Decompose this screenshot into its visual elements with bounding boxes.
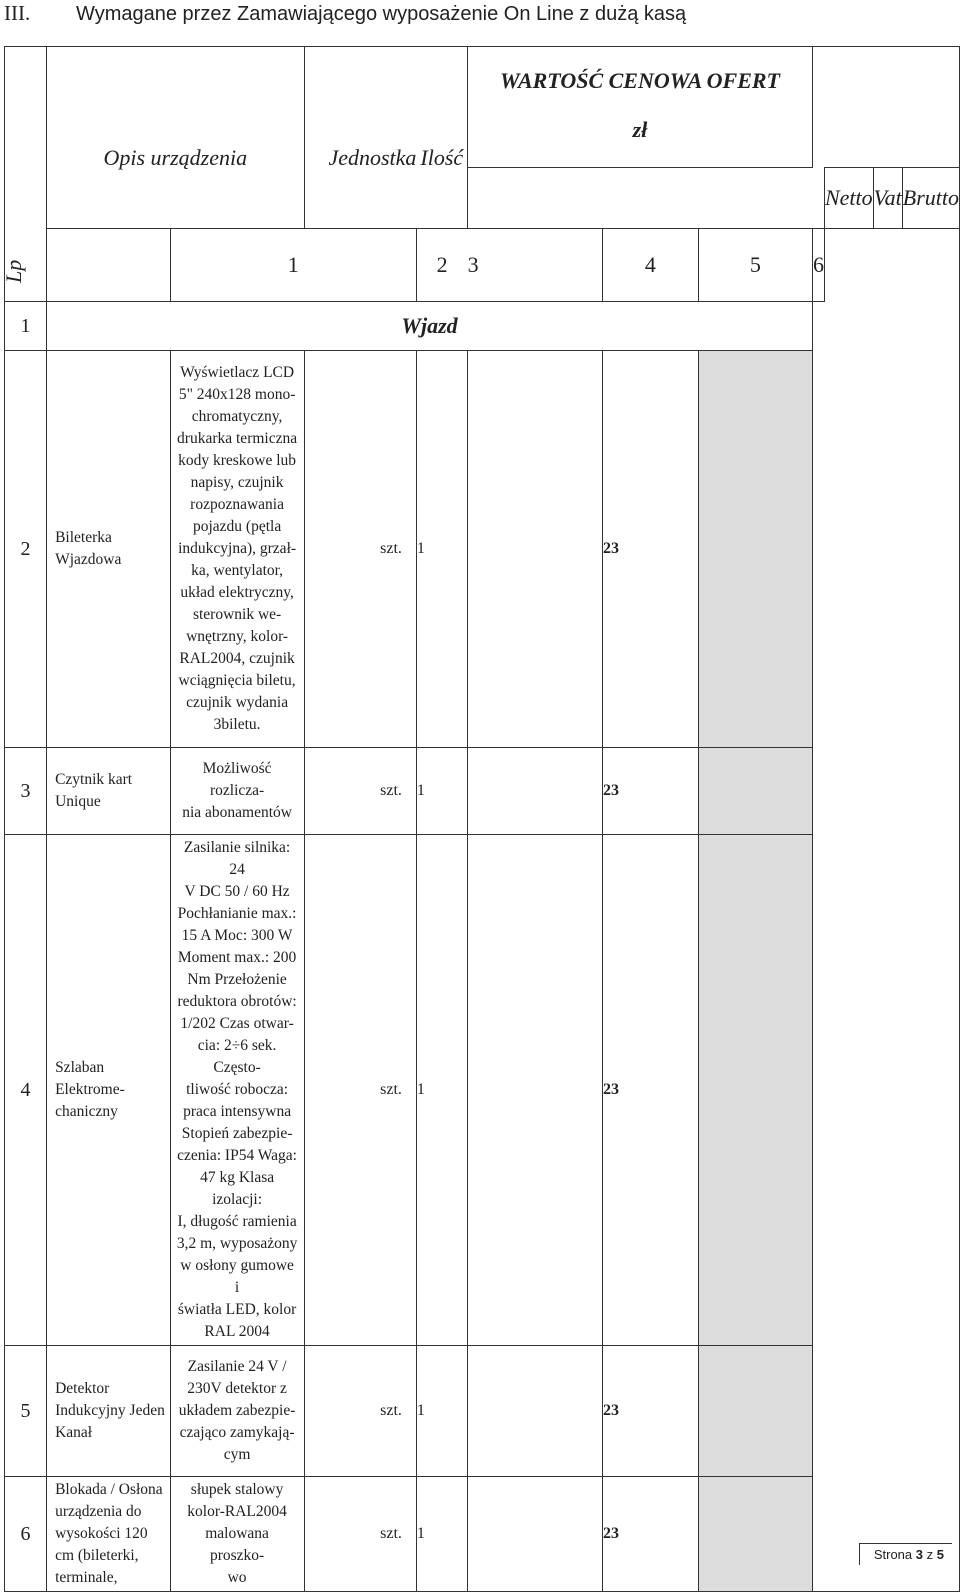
row-unit: szt. — [304, 748, 416, 835]
row-vat: 23 — [602, 351, 698, 748]
row-vat: 23 — [602, 1346, 698, 1477]
row-netto — [468, 1477, 603, 1592]
footer-page-total: 5 — [936, 1547, 944, 1562]
col-num-2: 2 — [416, 229, 467, 302]
row-lp: 5 — [5, 1346, 47, 1477]
row-brutto — [698, 1346, 812, 1477]
row-description: Wyświetlacz LCD 5" 240x128 mono- chromatyczny, drukarka termiczna kody kreskowe lub napisy, czujnik rozpoznawania pojazdu (pętla indukcyjna), grzał- ka, wentylator, układ elektryczny, sterownik we- wnętrzny, kolor- RAL2004, czujnik wciągnięcia biletu, czujnik wydania 3biletu. — [170, 351, 304, 748]
section-lp: 1 — [5, 302, 47, 351]
section-number: III. — [4, 1, 31, 25]
row-description: słupek stalowy kolor-RAL2004 malowana proszko- wo — [170, 1477, 304, 1592]
row-lp: 4 — [5, 835, 47, 1346]
row-netto — [468, 351, 603, 748]
column-number-row — [5, 229, 960, 302]
row-quantity: 1 — [416, 835, 467, 1346]
row-quantity: 1 — [416, 1477, 467, 1592]
equipment-table — [1, 46, 960, 1592]
row-unit: szt. — [304, 1346, 416, 1477]
row-lp: 2 — [5, 351, 47, 748]
row-netto — [468, 748, 603, 835]
row-name: Czytnik kart Unique — [47, 748, 171, 835]
row-netto — [468, 1346, 603, 1477]
col-num-3: 3 — [468, 229, 603, 302]
table-row — [5, 351, 960, 748]
col-num-5: 5 — [698, 229, 812, 302]
header-subrow-blank — [468, 168, 825, 229]
section-label: Wjazd — [47, 302, 813, 351]
header-quantity: Ilość — [416, 47, 467, 229]
header-row — [5, 47, 960, 168]
row-vat: 23 — [602, 1477, 698, 1592]
header-brutto: Brutto — [902, 168, 959, 229]
footer-of: z — [926, 1547, 934, 1562]
page-footer — [859, 1543, 952, 1565]
header-lp: Lp — [5, 47, 47, 302]
footer-page-number: 3 — [915, 1547, 924, 1562]
table-row — [5, 835, 960, 1346]
row-unit: szt. — [304, 351, 416, 748]
header-unit: Jednostka — [304, 47, 416, 229]
row-name: Blokada / Osłona urządzenia do wysokości 120 cm (bileterki, terminale, — [47, 1477, 171, 1592]
row-vat: 23 — [602, 748, 698, 835]
footer-page-label: Strona — [873, 1547, 913, 1562]
header-price-title: WARTOŚĆ CENOWA OFERT — [500, 68, 780, 93]
col-num-1: 1 — [170, 229, 416, 302]
row-brutto — [698, 351, 812, 748]
header-netto: Netto — [824, 168, 873, 229]
header-description: Opis urządzenia — [47, 47, 305, 229]
row-quantity: 1 — [416, 351, 467, 748]
row-brutto — [698, 1477, 812, 1592]
section-heading — [4, 0, 944, 28]
lp-continuation — [47, 229, 171, 302]
row-netto — [468, 835, 603, 1346]
table-row — [5, 1346, 960, 1477]
row-description: Zasilanie silnika: 24 V DC 50 / 60 Hz Pochłanianie max.: 15 A Moc: 300 W Moment max.: 200 Nm Przełożenie reduktora obrotów: 1/202 Czas otwar- cia: 2÷6 sek. Często- tliwość robocza: praca intensywna Stopień zabezpie- czenia: IP54 Waga: 47 kg Klasa izolacji: I, długość ramienia 3,2 m, wyposażony w osłony gumowe i światła LED, kolor RAL 2004 — [170, 835, 304, 1346]
row-name: Szlaban Elektrome-chaniczny — [47, 835, 171, 1346]
row-quantity: 1 — [416, 1346, 467, 1477]
col-num-4: 4 — [602, 229, 698, 302]
row-vat: 23 — [602, 835, 698, 1346]
header-currency: zł — [632, 117, 648, 142]
section-title: Wymagane przez Zamawiającego wyposażenie On Line z dużą kasą — [76, 3, 687, 25]
row-description: Możliwość rozlicza- nia abonamentów — [170, 748, 304, 835]
row-description: Zasilanie 24 V / 230V detektor z układem zabezpie- czająco zamykają- cym — [170, 1346, 304, 1477]
table-row — [5, 748, 960, 835]
row-brutto — [698, 748, 812, 835]
row-brutto — [698, 835, 812, 1346]
row-lp: 6 — [5, 1477, 47, 1592]
row-quantity: 1 — [416, 748, 467, 835]
row-name: Bileterka Wjazdowa — [47, 351, 171, 748]
row-unit: szt. — [304, 835, 416, 1346]
section-row-wjazd — [5, 302, 960, 351]
col-num-6: 6 — [812, 229, 824, 302]
row-unit: szt. — [304, 1477, 416, 1592]
row-name: Detektor Indukcyjny Jeden Kanał — [47, 1346, 171, 1477]
header-price-group — [468, 47, 813, 168]
table-row — [5, 1477, 960, 1592]
header-vat: Vat — [873, 168, 902, 229]
row-lp: 3 — [5, 748, 47, 835]
